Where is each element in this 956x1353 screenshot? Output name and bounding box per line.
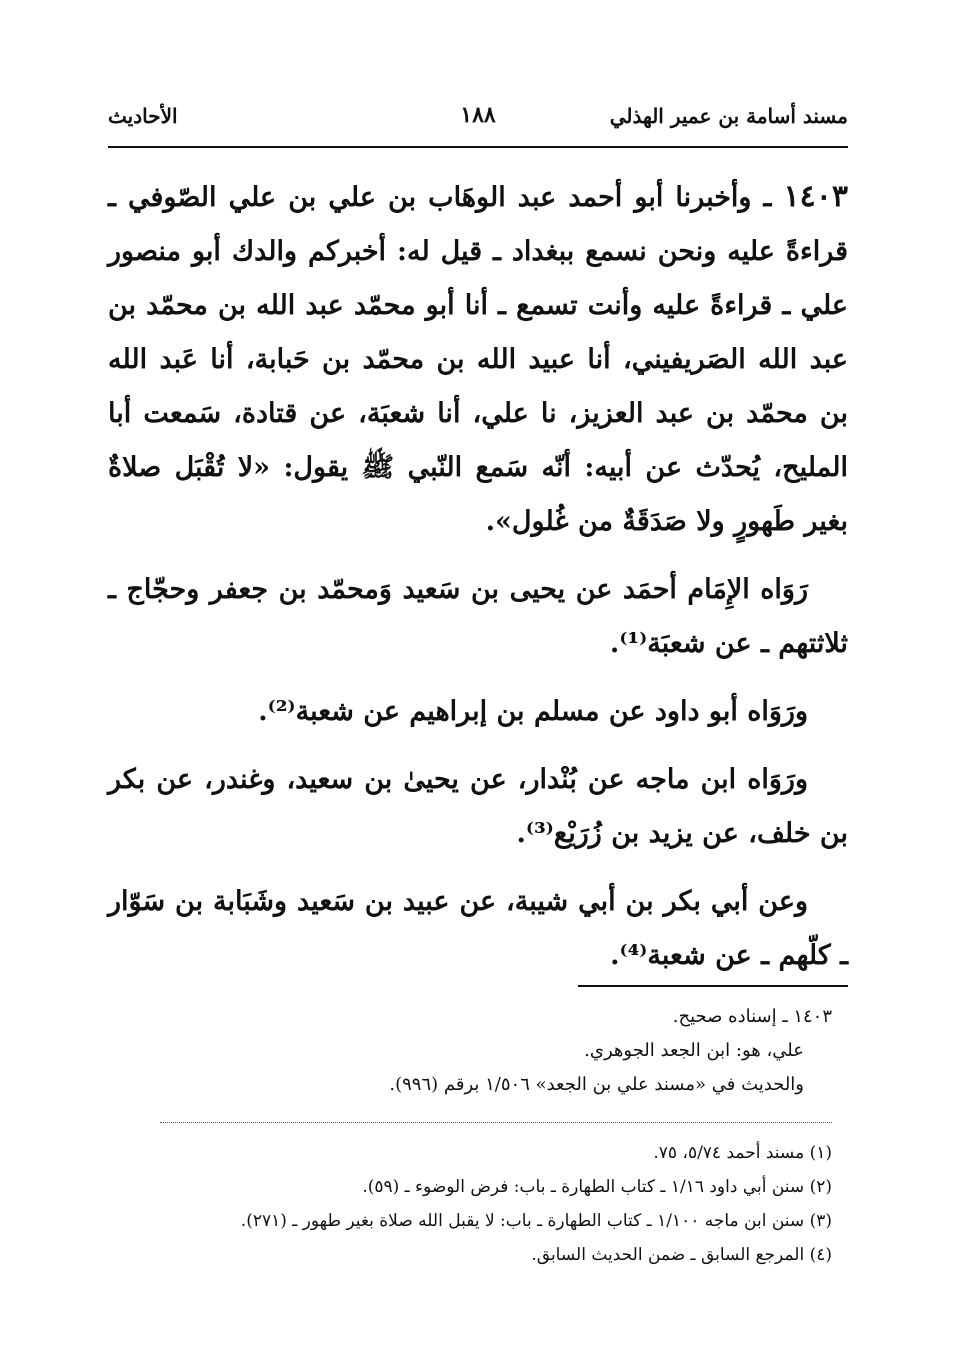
notes-divider [578, 985, 848, 987]
narration-ibn-abi-shayba: وعن أبي بكر بن أبي شيبة، عن عبيد بن سَعيد وشَبَابة بن سَوّار ـ كلّهم ـ عن شعبة⁽⁴⁾. [108, 886, 848, 971]
narration-abu-dawud: ورَوَاه أبو داود عن مسلم بن إبراهيم عن شعبة⁽²⁾. [258, 696, 808, 727]
page-header [108, 100, 848, 134]
commentary-notes [108, 1000, 832, 1102]
header-divider [108, 146, 848, 148]
hadith-paragraph [108, 170, 848, 549]
footnotes-divider [160, 1122, 832, 1123]
footnote-1: (١) مسند أحمد ٥/٧٤، ٧٥. [653, 1143, 832, 1163]
hadith-text: ـ وأخبرنا أبو أحمد عبد الوهَاب بن علي بن علي الصّوفي ـ قراءةً عليه ونحن نسمع ببغداد ـ قيل له: أخبركم والدك أبو منصور علي ـ قراءةً عليه وأنت تسمع ـ أنا أبو محمّد عبد الله بن محمّد بن عبد الله الصَريفيني، أنا عبيد الله بن محمّد بن حَبابة، أنا عَبد الله بن محمّد بن عبد العزيز، نا علي، أنا شعبَة، عن قتادة، سَمعت أبا المليح، يُحدّث عن أبيه: أنّه سَمع النّبي ﷺ يقول: «لا تُقْبَل صلاةٌ بغير طَهورٍ ولا صَدَقَةٌ من غُلول». [108, 182, 848, 537]
note-source: والحديث في «مسند علي بن الجعد» ١/٥٠٦ برقم (٩٩٦). [389, 1074, 804, 1095]
main-text [108, 170, 848, 983]
narration-ibn-majah: ورَوَاه ابن ماجه عن بُنْدار، عن يحيىٰ بن سعيد، وغندر، عن بكر بن خلف، عن يزيد بن زُرَيْع⁽³⁾. [108, 764, 848, 849]
page-number: ١٨٨ [460, 102, 496, 128]
hadith-number: ١٤٠٣ [783, 179, 848, 214]
narration-ahmad: رَوَاه الإِمَام أحمَد عن يحيى بن سَعيد وَمحمّد بن جعفر وحجّاج ـ ثلاثتهم ـ عن شعبَة⁽¹⁾. [108, 574, 848, 659]
footnotes [108, 1136, 832, 1272]
footnote-2: (٢) سنن أبي داود ١/١٦ ـ كتاب الطهارة ـ باب: فرض الوضوء ـ (٥٩). [362, 1177, 832, 1197]
note-narrator: علي، هو: ابن الجعد الجوهري. [584, 1040, 804, 1061]
section-title: الأحاديث [108, 104, 178, 128]
note-grading: ١٤٠٣ ـ إسناده صحيح. [672, 1006, 832, 1027]
running-title: مسند أسامة بن عمير الهذلي [609, 104, 848, 128]
footnote-3: (٣) سنن ابن ماجه ١/١٠٠ ـ كتاب الطهارة ـ باب: لا يقبل الله صلاة بغير طهور ـ (٢٧١). [240, 1211, 832, 1231]
footnote-4: (٤) المرجع السابق ـ ضمن الحديث السابق. [531, 1245, 832, 1265]
